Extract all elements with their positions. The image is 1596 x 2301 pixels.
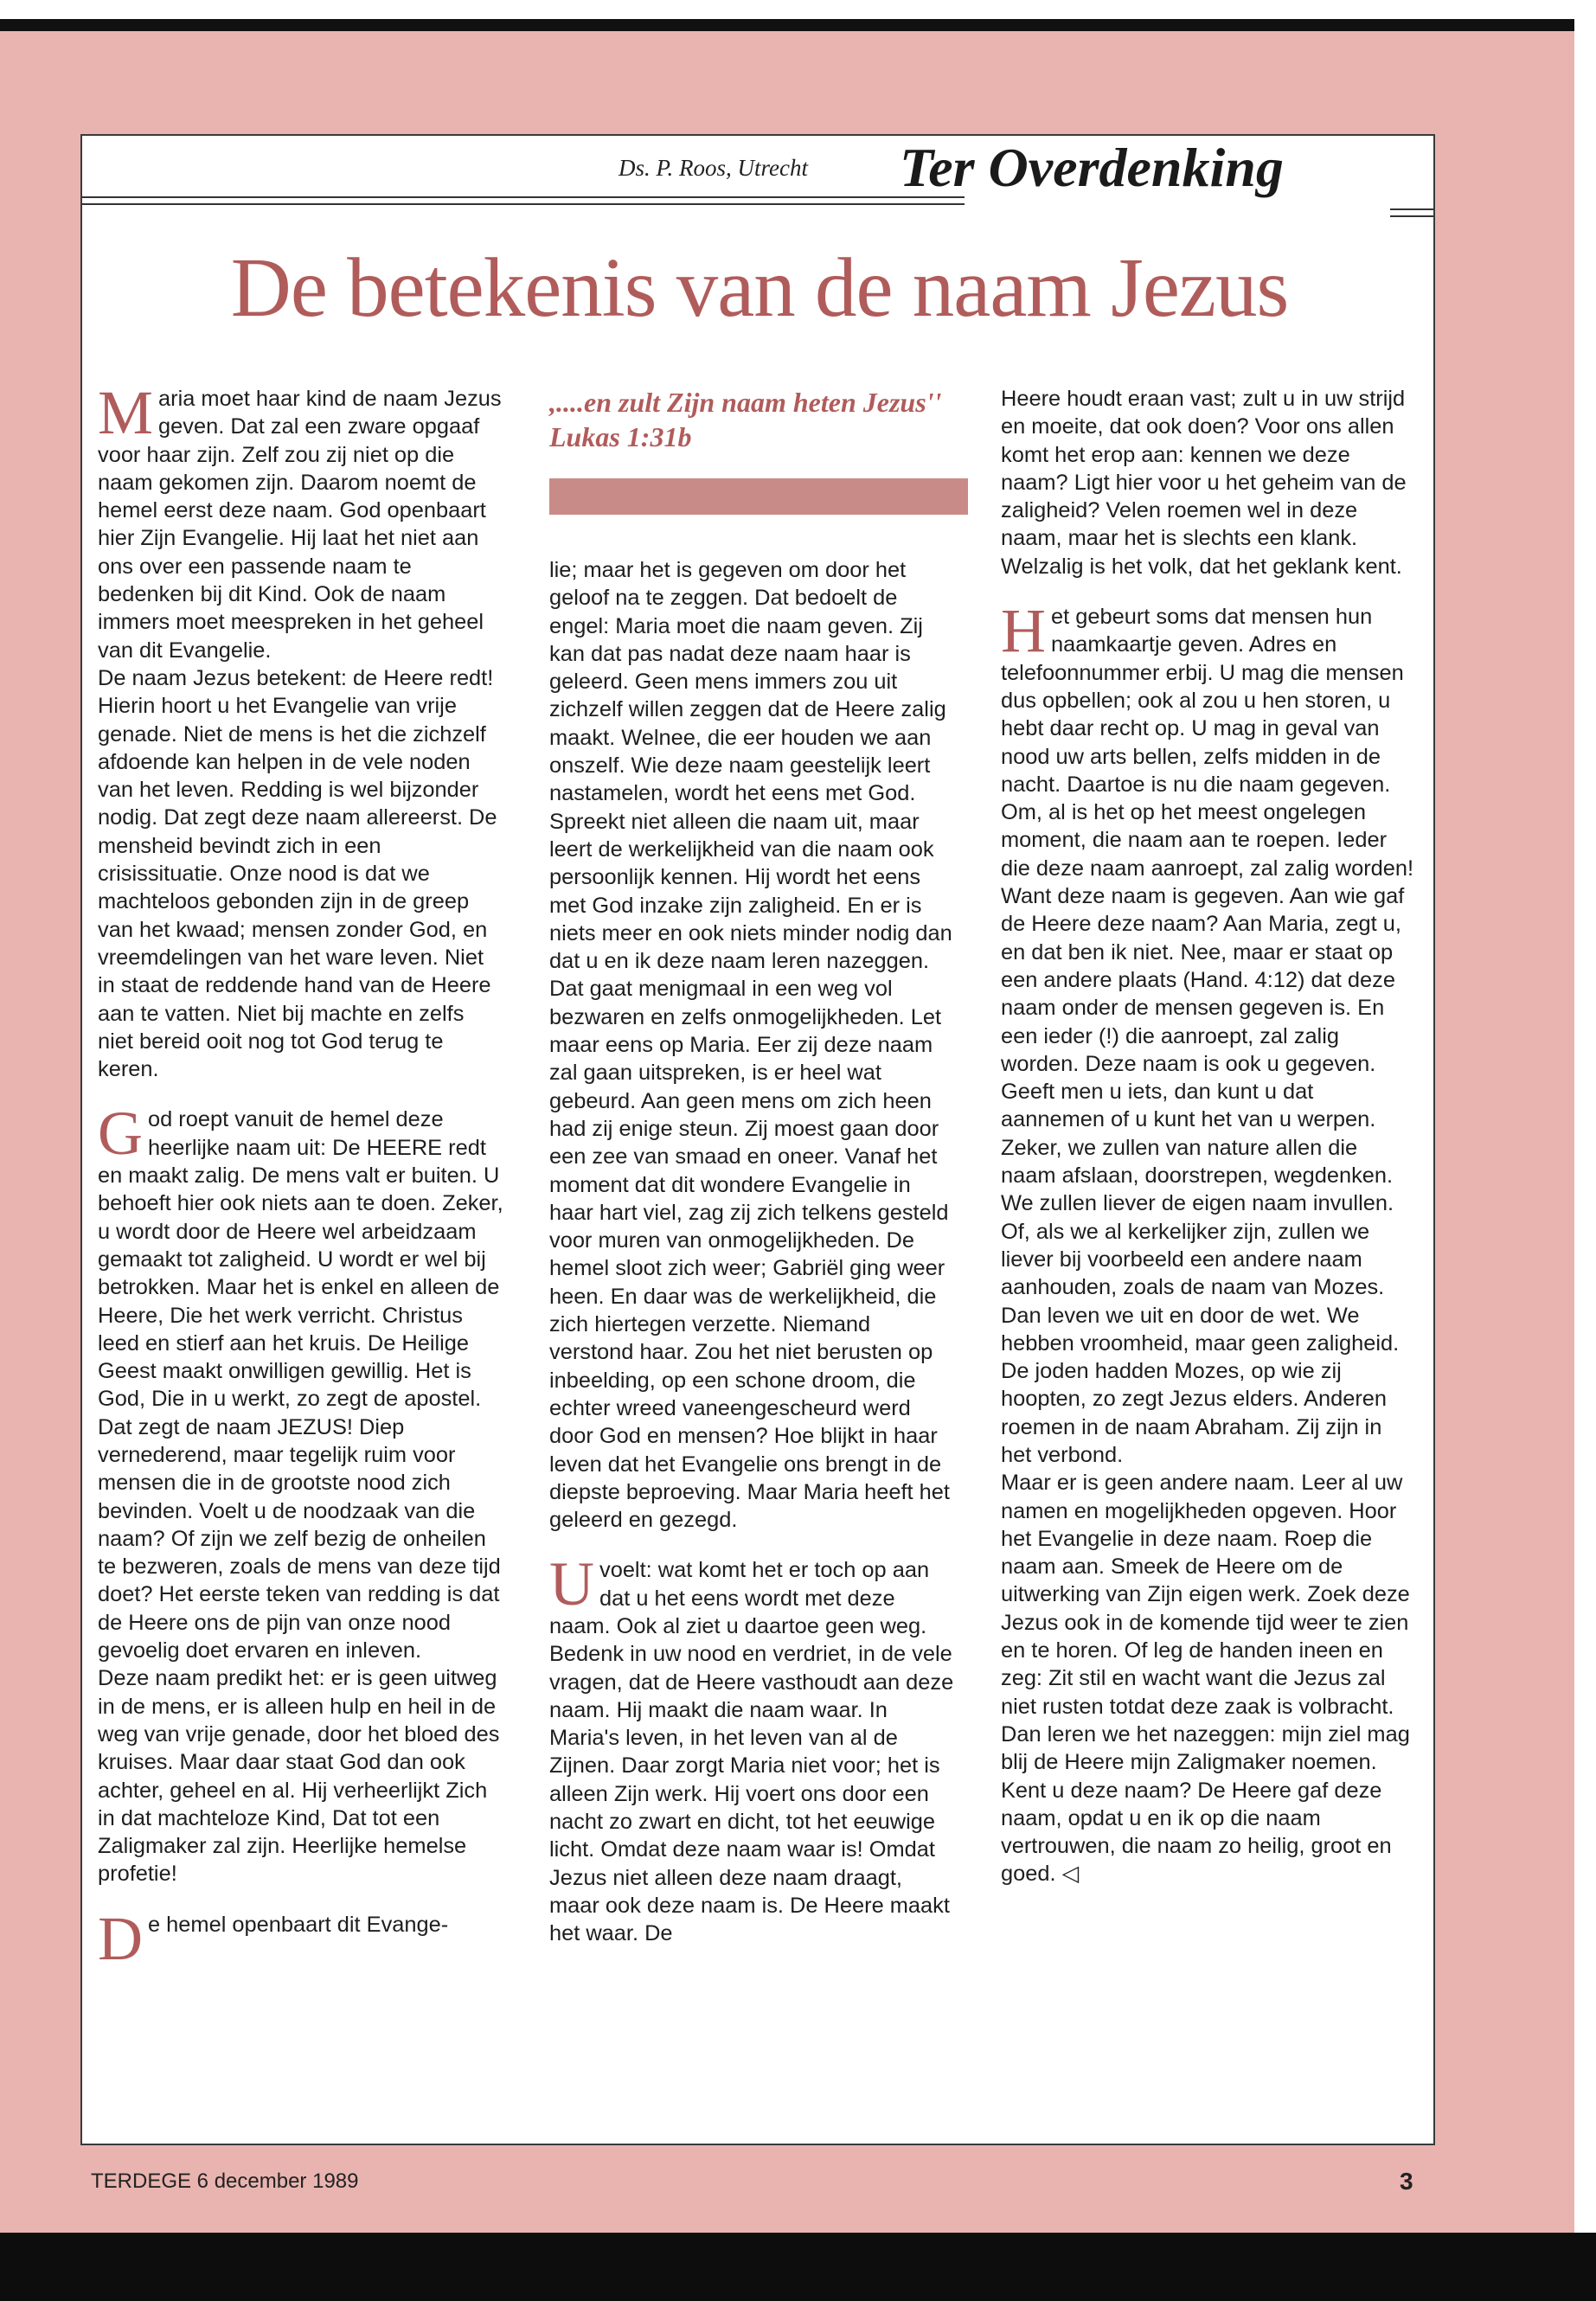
header-rule: [82, 203, 965, 205]
paragraph: Want deze naam is gegeven. Aan wie gaf de Heere deze naam? Aan Maria, zegt u, en dat ben ik niet. Nee, maar er staat op een andere plaats (Hand. 4:12) dat deze naam onder de mensen gegeven is. En een ieder (!) die aanroept, zal zalig worden. Deze naam is ook u gegeven. Geeft men u iets, dan kunt u dat aannemen of u kunt het van u werpen. Zeker, we zullen van nature allen die naam afslaan, doorstrepen, wegdenken. We zullen liever de eigen naam invullen. Of, als we al kerkelijker zijn, zullen we liever bij voorbeeld een andere naam aanhouden, zoals de naam van Mozes. Dan leven we uit en door de wet. We hebben vroomheid, maar geen zaligheid. De joden hadden Mozes, op wie zij hoopten, zo zegt Jezus elders. Anderen roemen in de naam Abraham. Zij zijn in het verbond.: [1001, 884, 1405, 1467]
paragraph: lie; maar het is gegeven om door het geloof na te zeggen. Dat bedoelt de engel: Maria moet die naam geven. Zij kan dat pas nadat deze naam haar is geleerd. Geen mens immers zou uit zichzelf willen zeggen dat de Heere zalig maakt. Welnee, die eer houden we aan onszelf. Wie deze naam geestelijk leert nastamelen, wordt het eens met God. Spreekt niet alleen die naam uit, maar leert de werkelijkheid van die naam ook persoonlijk kennen. Hij wordt het eens met God inzake zijn zaligheid. En er is niets meer en ook niets minder nodig dan dat u en ik deze naam leren nazeggen.: [549, 558, 952, 974]
column-2: [549, 385, 956, 1948]
scripture-reference: Lukas 1:31b: [549, 421, 692, 452]
drop-cap: U: [549, 1549, 594, 1619]
paragraph: God roept vanuit de hemel deze heerlijke naam uit: De HEERE redt en maakt zalig. De mens valt er buiten. U behoeft hier ook niets aan te doen. Zeker, u wordt door de Heere wel arbeidzaam gemaakt tot zaligheid. U wordt er wel bij betrokken. Maar het is enkel en alleen de Heere, Die het werk verricht. Christus leed en stierf aan het kruis. De Heilige Geest maakt onwilligen gewillig. Het is God, Die in u werkt, zo zegt de apostel. Dat zegt de naam JEZUS! Diep vernederend, maar tegelijk ruim voor mensen die in de grootste nood zich bevinden. Voelt u de noodzaak van die naam? Of zijn we zelf bezig de onheilen te bezweren, zoals de mens van deze tijd doet? Het eerste teken van redding is dat de Heere ons de pijn van onze nood gevoelig doet ervaren en inleven.: [98, 1099, 503, 1663]
drop-cap: D: [98, 1903, 143, 1973]
paragraph: De naam Jezus betekent: de Heere redt! Hierin hoort u het Evangelie van vrije genade. Niet de mens is het die zichzelf afdoende kan helpen in de vele noden van het leven. Redding is wel bijzonder nodig. Dat zegt deze naam allereerst. De mensheid bevindt zich in een crisissituatie. Onze nood is dat we machteloos gebonden zijn in de greep van het kwaad; mensen zonder God, en vreemdelingen van het ware leven. Niet in staat de reddende hand van de Heere aan te vatten. Niet bij machte en zelfs niet bereid ooit nog tot God terug te keren.: [98, 665, 497, 1082]
paragraph: Deze naam predikt het: er is geen uitweg in de mens, er is alleen hulp en heil in de weg van vrije genade, door het bloed des kruises. Maar daar staat God dan ook achter, geheel en al. Hij verheerlijkt Zich in dat machteloze Kind, Dat tot een Zaligmaker zal zijn. Heerlijke hemelse profetie!: [98, 1666, 500, 1887]
header-rule: [82, 196, 965, 198]
article-headline: De betekenis van de naam Jezus: [230, 241, 1289, 334]
paragraph: Maria moet haar kind de naam Jezus geven. Dat zal een zware opgaaf voor haar zijn. Zelf zou zij niet op die naam gekomen zijn. Daarom noemt de hemel eerst deze naam. God openbaart hier Zijn Evangelie. Hij laat het niet aan ons over een passende naam te bedenken bij dit Kind. Ook de naam immers moet meespreken in het geheel van dit Evangelie.: [98, 378, 502, 663]
author-byline: Ds. P. Roos, Utrecht: [619, 155, 808, 181]
top-black-band: [0, 19, 1574, 31]
drop-cap: M: [98, 378, 154, 447]
section-title: Ter Overdenking: [900, 137, 1284, 198]
paragraph: De hemel openbaart dit Evange-: [98, 1903, 449, 1973]
paragraph: Uvoelt: wat komt het er toch op aan dat u het eens wordt met deze naam. Ook al ziet u daartoe geen weg. Bedenk in uw nood en verdriet, in de vele vragen, dat de Heere vasthoudt aan deze naam. Hij maakt die naam waar. In Maria's leven, in het leven van al de Zijnen. Daar zorgt Maria niet voor; het is alleen Zijn werk. Hij voert ons door een nacht zo zwart en dicht, tot het eeuwige licht. Omdat deze naam waar is! Omdat Jezus niet alleen deze naam draagt, maar ook deze naam is. De Heere maakt het waar. De: [549, 1549, 954, 1946]
paragraph: Heere houdt eraan vast; zult u in uw strijd en moeite, dat ook doen? Voor ons allen komt het erop aan: kennen we deze naam? Ligt hier voor u het geheim van de zaligheid? Velen roemen wel in deze naam, maar het is slechts een klank. Welzalig is het volk, dat het geklank kent.: [1001, 387, 1407, 579]
paragraph: Dat gaat menigmaal in een weg vol bezwaren en zelfs onmogelijkheden. Let maar eens op Maria. Eer zij deze naam zal gaan uitspreken, is er heel wat gebeurd. Aan geen mens om zich heen had zij enige steun. Zij moest gaan door een zee van smaad en oneer. Vanaf het moment dat dit wondere Evangelie in haar hart viel, zag zij zich telkens gesteld voor muren van onmogelijkheden. De hemel sloot zich weer; Gabriël ging weer heen. En daar was de werkelijkheid, die zich hiertegen verzette. Niemand verstond haar. Zou het niet berusten op inbeelding, op een schone droom, die echter wreed vaneengescheurd werd door God en mensen? Hoe blijkt in haar leven dat het Evangelie ons brengt in de diepste beproeving. Maar Maria heeft het geleerd en gezegd.: [549, 977, 950, 1533]
scripture-quote: ,....en zult Zijn naam heten Jezus'': [549, 387, 942, 418]
column-3: [1001, 385, 1416, 1888]
drop-cap: G: [98, 1099, 143, 1169]
bottom-black-band: [0, 2233, 1596, 2301]
header-rule-right: [1390, 215, 1433, 217]
drop-cap: H: [1001, 596, 1046, 666]
paragraph: Het gebeurt soms dat mensen hun naamkaartje geven. Adres en telefoonnummer erbij. U mag die mensen dus opbellen; ook al zou u hen storen, u hebt daar recht op. U mag in geval van nood uw arts bellen, zelfs midden in de nacht. Daartoe is nu die naam gegeven. Om, al is het op het meest ongelegen moment, die naam aan te roepen. Ieder die deze naam aanroept, zal zalig worden!: [1001, 596, 1414, 881]
paragraph: Maar er is geen andere naam. Leer al uw namen en mogelijkheden opgeven. Hoor het Evangelie in deze naam. Roep die naam aan. Smeek de Heere om de uitwerking van Zijn eigen werk. Zoek deze Jezus ook in de komende tijd weer te zien en te horen. Of leg de handen ineen en zeg: Zit stil en wacht want die Jezus zal niet rusten totdat deze zaak is volbracht. Dan leren we het nazeggen: mijn ziel mag blij de Heere mijn Zaligmaker noemen. Kent u deze naam? De Heere gaf deze naam, opdat u en ik op die naam vertrouwen, die naam zo heilig, groot en goed. ◁: [1001, 1471, 1410, 1887]
column-1: [98, 378, 504, 1973]
page-number: 3: [1400, 2168, 1413, 2195]
article-card: [80, 134, 1435, 2145]
header-rule-right: [1390, 208, 1433, 210]
end-mark-icon: ◁: [1061, 1862, 1080, 1887]
decorative-bar: [549, 478, 968, 515]
footer-publication: TERDEGE 6 december 1989: [91, 2170, 359, 2193]
